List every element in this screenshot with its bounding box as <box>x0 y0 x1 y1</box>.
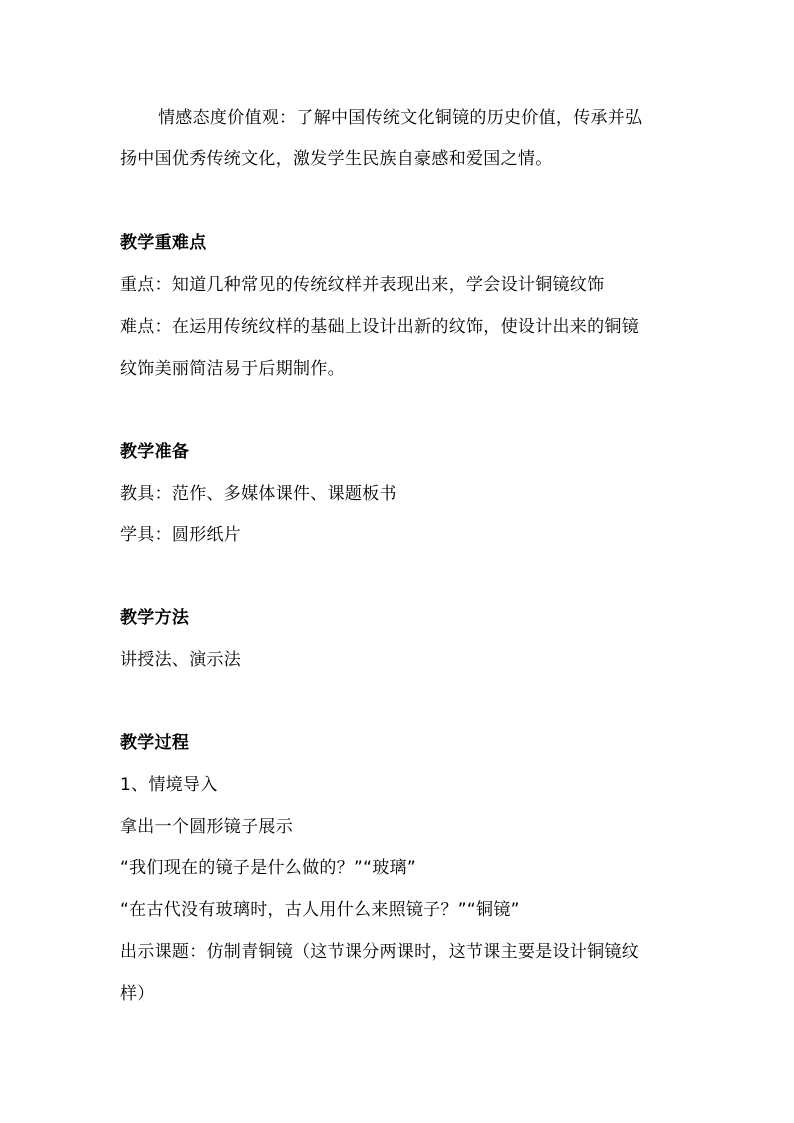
values-line-1: 情感态度价值观：了解中国传统文化铜镜的历史价值，传承并弘 <box>158 108 643 128</box>
methods-text: 讲授法、演示法 <box>120 650 242 670</box>
process-line-5: 样） <box>120 984 155 1004</box>
process-line-3: “在古代没有玻璃时，古人用什么来照镜子？”“铜镜” <box>120 900 520 920</box>
process-line-1: 拿出一个圆形镜子展示 <box>120 817 293 837</box>
difficulty-line-1: 难点：在运用传统纹样的基础上设计出新的纹饰，使设计出来的铜镜 <box>120 317 639 337</box>
focus-line: 重点：知道几种常见的传统纹样并表现出来，学会设计铜镜纹饰 <box>120 275 605 295</box>
process-line-2: “我们现在的镜子是什么做的？”“玻璃” <box>120 858 416 878</box>
values-line-2: 扬中国优秀传统文化，激发学生民族自豪感和爱国之情。 <box>120 149 553 169</box>
teacher-tools-line: 教具：范作、多媒体课件、课题板书 <box>120 484 397 504</box>
process-step-1-title: 1、情境导入 <box>120 775 218 795</box>
process-line-4: 出示课题：仿制青铜镜（这节课分两课时，这节课主要是设计铜镜纹 <box>120 942 639 962</box>
preparation-heading: 教学准备 <box>120 442 190 462</box>
student-tools-line: 学具：圆形纸片 <box>120 525 242 545</box>
methods-heading: 教学方法 <box>120 608 190 628</box>
difficulty-line-2: 纹饰美丽简洁易于后期制作。 <box>120 359 345 379</box>
process-heading: 教学过程 <box>120 733 190 753</box>
key-points-heading: 教学重难点 <box>120 233 207 253</box>
